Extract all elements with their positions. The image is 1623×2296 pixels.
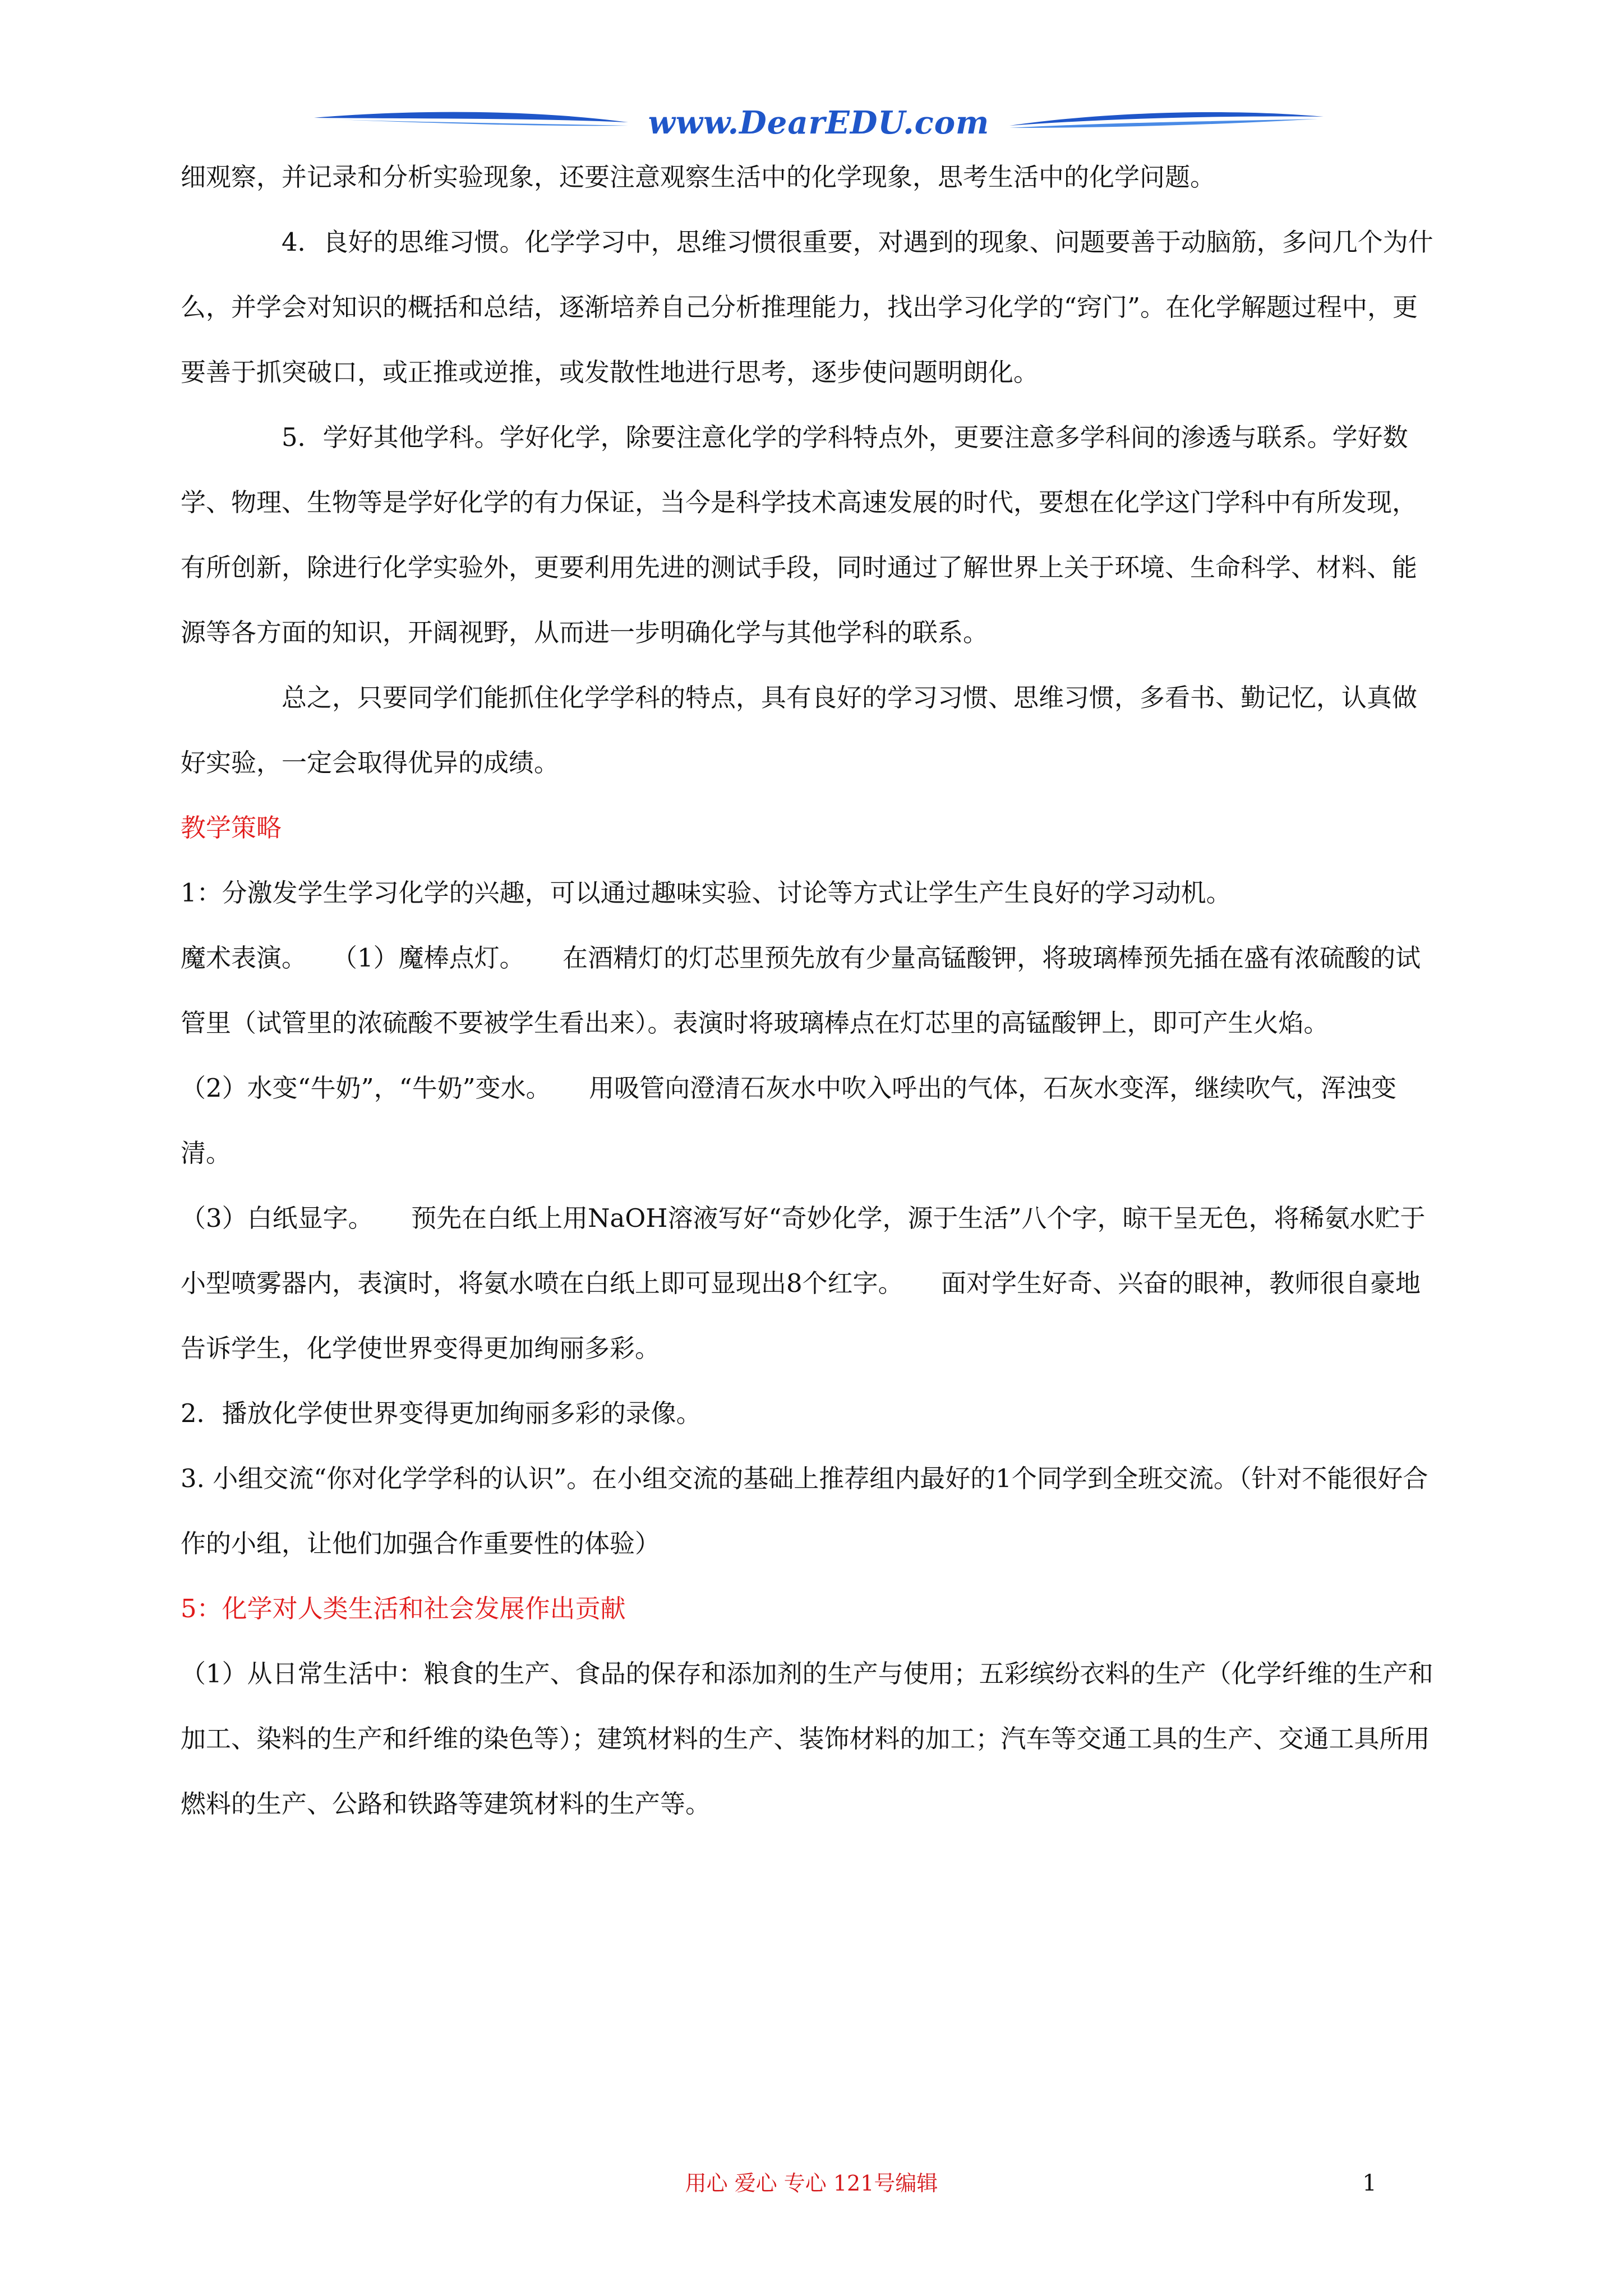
document-body xyxy=(181,145,1437,1837)
page-number: 1 xyxy=(1362,2170,1377,2196)
paragraph-observation: 细观察，并记录和分析实验现象，还要注意观察生活中的化学现象，思考生活中的化学问题。 xyxy=(181,162,1216,192)
paragraph-summary: 总之，只要同学们能抓住化学学科的特点，具有良好的学习习惯、思维习惯，多看书、勤记忆，认真做好实验，一定会取得优异的成绩。 xyxy=(181,683,1418,777)
footer-slogan: 用心 爱心 专心 121号编辑 xyxy=(685,2171,938,2196)
paragraph-other-subjects: 5．学好其他学科。学好化学，除要注意化学的学科特点外，更要注意多学科间的渗透与联系。学好数学、物理、生物等是学好化学的有力保证，当今是科学技术高速发展的时代，要想在化学这门学科中有所发现，有所创新，除进行化学实验外，更要利用先进的测试手段，同时通过了解世界上关于环境、生命科学、材料、能源等各方面的知识，开阔视野，从而进一步明确化学与其他学科的联系。 xyxy=(181,422,1418,647)
paragraph-water-milk: （2）水变“牛奶”，“牛奶”变水。 用吸管向澄清石灰水中吹入呼出的气体，石灰水变浑，继续吹气，浑浊变清。 xyxy=(181,1073,1397,1168)
paragraph-daily-life: （1）从日常生活中：粮食的生产、食品的保存和添加剂的生产与使用；五彩缤纷衣料的生产（化学纤维的生产和加工、染料的生产和纤维的染色等）；建筑材料的生产、装饰材料的加工；汽车等交通工具的生产、交通工具所用燃料的生产、公路和铁路等建筑材料的生产等。 xyxy=(181,1659,1433,1819)
paragraph-thinking-habits: 4．良好的思维习惯。化学学习中，思维习惯很重要，对遇到的现象、问题要善于动脑筋，多问几个为什么，并学会对知识的概括和总结，逐渐培养自己分析推理能力，找出学习化学的“窍门”。在化学解题过程中，更要善于抓突破口，或正推或逆推，或发散性地进行思考，逐步使问题明朗化。 xyxy=(181,227,1433,387)
paragraph-video: 2．播放化学使世界变得更加绚丽多彩的录像。 xyxy=(181,1398,702,1428)
site-logo-text[interactable]: www.DearEDU.com xyxy=(648,104,990,141)
heading-teaching-strategy: 教学策略 xyxy=(181,813,282,843)
header-logo xyxy=(314,105,1324,145)
heading-contribution: 5：化学对人类生活和社会发展作出贡献 xyxy=(181,1594,626,1623)
paragraph-stimulate-interest: 1：分激发学生学习化学的兴趣，可以通过趣味实验、讨论等方式让学生产生良好的学习动机。 xyxy=(181,878,1232,908)
paragraph-group-discussion: 3. 小组交流“你对化学学科的认识”。在小组交流的基础上推荐组内最好的1个同学到全班交流。（针对不能很好合作的小组，让他们加强合作重要性的体验） xyxy=(181,1464,1428,1558)
paragraph-white-paper: （3）白纸显字。 预先在白纸上用NaOH溶液写好“奇妙化学，源于生活”八个字，晾干呈无色，将稀氨水贮于小型喷雾器内，表演时，将氨水喷在白纸上即可显现出8个红字。 面对学生好奇、兴奋的眼神，教师很自豪地告诉学生，化学使世界变得更加绚丽多彩。 xyxy=(181,1203,1426,1363)
paragraph-magic-wand: 魔术表演。 （1）魔棒点灯。 在酒精灯的灯芯里预先放有少量高锰酸钾，将玻璃棒预先插在盛有浓硫酸的试管里（试管里的浓硫酸不要被学生看出来）。表演时将玻璃棒点在灯芯里的高锰酸钾上，即可产生火焰。 xyxy=(181,943,1421,1038)
